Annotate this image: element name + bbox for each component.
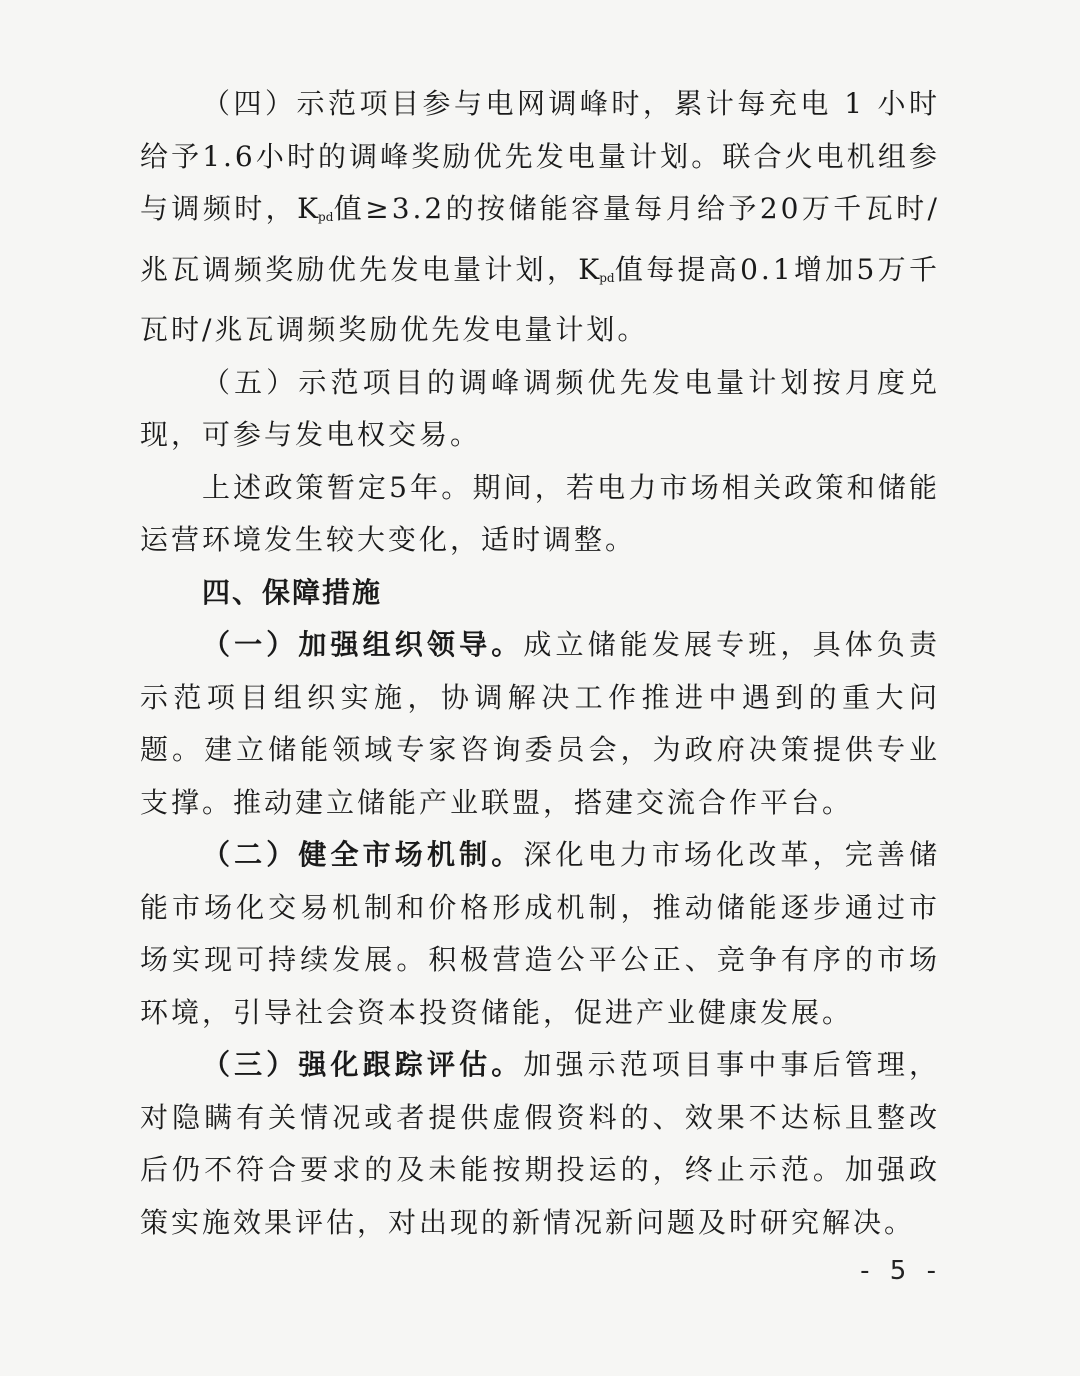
paragraph-monthly-redemption: （五）示范项目的调峰调频优先发电量计划按月度兑现，可参与发电权交易。	[140, 365, 940, 451]
kpd-symbol: $K_{pd}$	[297, 192, 334, 225]
paragraph-text: 成立储能发展专班，具体负责示范项目组织实施，协调解决工作推进中遇到的重大问题。建立储能领域专家咨询委员会，为政府决策提供专业支撑。推动建立储能产业联盟，搭建交流合作平台。	[140, 628, 940, 819]
paragraph-evaluation	[140, 1039, 940, 1249]
paragraph-market-mechanism	[140, 829, 940, 1039]
section-heading: 四、保障措施	[202, 575, 383, 609]
kpd-symbol: $K_{pd}$	[578, 252, 615, 286]
paragraph-lead: （二）健全市场机制。	[202, 838, 524, 871]
paragraph-organization	[140, 619, 940, 829]
paragraph-lead: （三）强化跟踪评估。	[202, 1048, 524, 1081]
paragraph-policy-duration: 上述政策暂定5年。期间，若电力市场相关政策和储能运营环境发生较大变化，适时调整。	[140, 470, 940, 556]
paragraph-text: 加强示范项目事中事后管理，对隐瞒有关情况或者提供虚假资料的、效果不达标且整改后仍不符合要求的及未能按期投运的，终止示范。加强政策实施效果评估，对出现的新情况新问题及时研究解决。	[140, 1048, 940, 1239]
paragraph-text: （四）示范项目参与电网调峰时，累计每充电 1 小时给予1.6小时的调峰奖励优先发电量计划。联合火电机组参与调频时，	[140, 87, 940, 225]
page-number: - 5 -	[860, 1256, 942, 1286]
paragraph-lead: （一）加强组织领导。	[202, 628, 524, 661]
document-body	[140, 78, 940, 1249]
paragraph-text: 值每提高0.1增加5万千瓦时/兆瓦调频奖励优先发电量计划。	[140, 252, 940, 346]
paragraph-text: 深化电力市场化改革，完善储能市场化交易机制和价格形成机制，推动储能逐步通过市场实现可持续发展。积极营造公平公正、竞争有序的市场环境，引导社会资本投资储能，促进产业健康发展。	[140, 838, 940, 1029]
paragraph-text: 值≥3.2的按储能容量每月给予20万千瓦时/兆瓦调频奖励优先发电量计划，	[140, 192, 940, 286]
paragraph-peak-regulation	[140, 78, 940, 357]
